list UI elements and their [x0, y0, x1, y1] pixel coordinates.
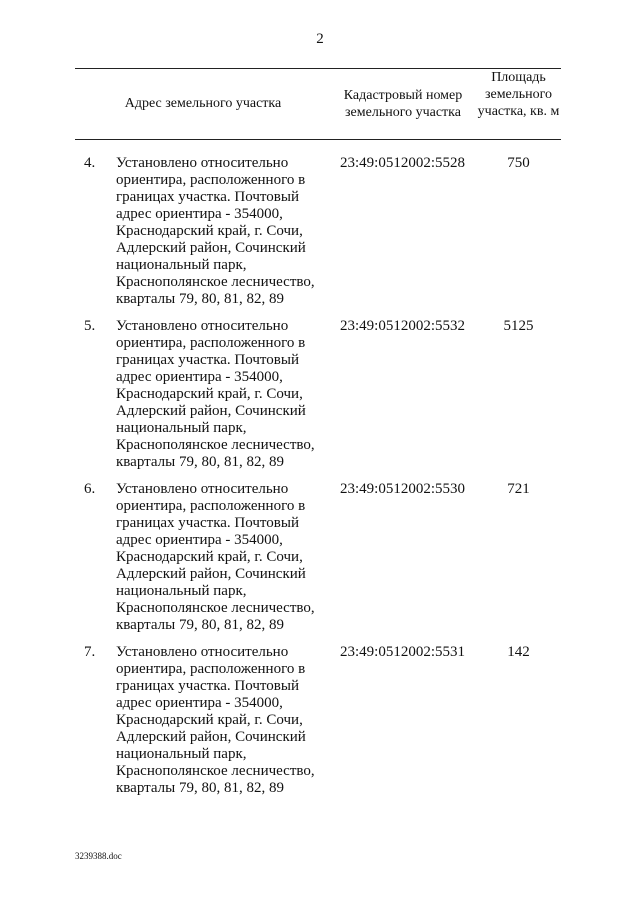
row-area: 5125: [503, 318, 534, 334]
row-number: 5.: [84, 318, 96, 334]
table-row: [0, 318, 640, 478]
footer-file-name: 3239388.doc: [75, 851, 122, 861]
table-row: [0, 644, 640, 804]
header-address: Адрес земельного участка: [124, 96, 282, 111]
row-address: Установлено относительно ориентира, расположенного в границах участка. Почтовый адрес ориентира - 354000, Краснодарский край, г. Сочи, Адлерский район, Сочинский национальный парк, Краснополянское лесничество, кварталы 79, 80, 81, 82, 89: [116, 481, 315, 633]
row-cadastral-number: 23:49:0512002:5528: [340, 155, 466, 171]
row-area: 721: [507, 481, 530, 497]
row-number: 4.: [84, 155, 96, 171]
row-number: 7.: [84, 644, 96, 660]
table-row: [0, 481, 640, 641]
header-cadastral-number: Кадастровый номер земельного участка: [343, 88, 463, 120]
row-number: 6.: [84, 481, 96, 497]
table-row: [0, 155, 640, 315]
table-header-rule: [75, 139, 561, 140]
header-area: Площадь земельного участка, кв. м: [477, 70, 560, 119]
row-address: Установлено относительно ориентира, расположенного в границах участка. Почтовый адрес ориентира - 354000, Краснодарский край, г. Сочи, Адлерский район, Сочинский национальный парк, Краснополянское лесничество, кварталы 79, 80, 81, 82, 89: [116, 644, 315, 796]
row-cadastral-number: 23:49:0512002:5531: [340, 644, 466, 660]
row-area: 750: [507, 155, 530, 171]
row-address: Установлено относительно ориентира, расположенного в границах участка. Почтовый адрес ориентира - 354000, Краснодарский край, г. Сочи, Адлерский район, Сочинский национальный парк, Краснополянское лесничество, кварталы 79, 80, 81, 82, 89: [116, 155, 315, 307]
row-cadastral-number: 23:49:0512002:5532: [340, 318, 466, 334]
row-cadastral-number: 23:49:0512002:5530: [340, 481, 466, 497]
row-area: 142: [507, 644, 530, 660]
page-number: 2: [316, 31, 324, 47]
row-address: Установлено относительно ориентира, расположенного в границах участка. Почтовый адрес ориентира - 354000, Краснодарский край, г. Сочи, Адлерский район, Сочинский национальный парк, Краснополянское лесничество, кварталы 79, 80, 81, 82, 89: [116, 318, 315, 470]
